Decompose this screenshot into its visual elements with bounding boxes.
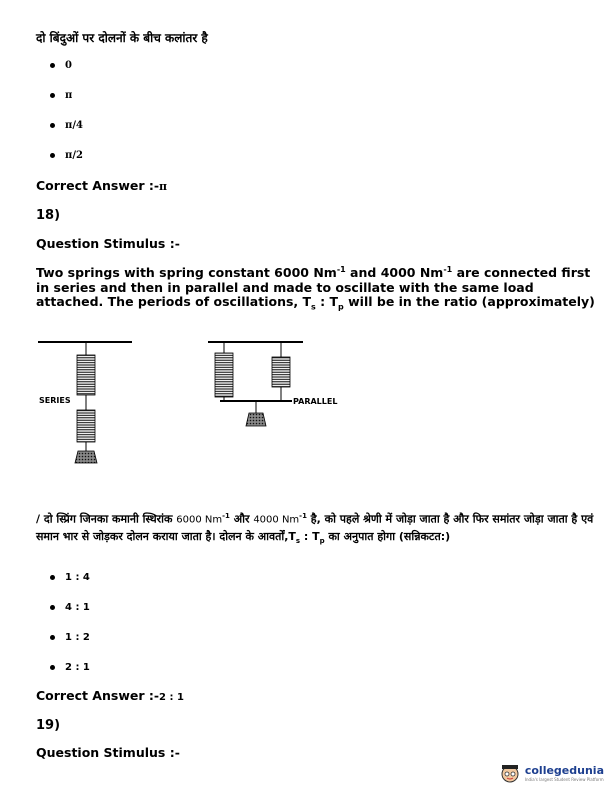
bullet-icon [50, 153, 55, 158]
q18-option-2: 4 : 1 [50, 602, 90, 613]
question-number-19: 19) [36, 718, 61, 733]
question-number-18: 18) [36, 208, 61, 223]
brand-tagline: India's largest Student Review Platform [524, 777, 604, 782]
brand-name: collegedunia [524, 764, 604, 777]
bullet-icon [50, 63, 55, 68]
series-spring-1 [77, 355, 95, 395]
bullet-icon [50, 575, 55, 580]
series-load [75, 451, 97, 463]
collegedunia-logo [499, 762, 604, 784]
prev-correct-answer: Correct Answer :-π [36, 178, 168, 193]
question-19-stimulus-label: Question Stimulus :- [36, 745, 180, 760]
parallel-spring-1 [215, 353, 233, 397]
prev-option-2: π [50, 90, 72, 101]
series-label: SERIES [39, 396, 71, 405]
parallel-arrangement [208, 342, 337, 426]
bullet-icon [50, 665, 55, 670]
series-spring-2 [77, 410, 95, 442]
bullet-icon [50, 635, 55, 640]
parallel-load [246, 413, 266, 426]
mascot-icon [499, 762, 521, 784]
prev-question-hindi-text: दो बिंदुओं पर दोलनों के बीच कलांतर है [36, 31, 208, 45]
question-18-hindi-text: / दो स्प्रिंग जिनका कमानी स्थिरांक 6000 $Nm^{-1}$ और 4000 $Nm^{-1}$ है, को पहले श्रेणी में जोड़ा जाता है और फिर समांतर जोड़ा जाता है एवं समान भार से जोड़कर दोलन कराया जाता है। दोलन के $आवर्तों,T_s$ : $T_p$ का अनुपात होगा (सन्निकटत:) [36, 512, 594, 545]
q18-option-1: 1 : 4 [50, 572, 90, 583]
question-stimulus-label: Question Stimulus :- [36, 236, 180, 251]
prev-option-4: π/2 [50, 150, 83, 161]
parallel-spring-2 [272, 357, 290, 387]
q18-option-4: 2 : 1 [50, 662, 90, 673]
parallel-label: PARALLEL [293, 397, 338, 406]
prev-option-3: π/4 [50, 120, 83, 131]
q18-option-3: 1 : 2 [50, 632, 90, 643]
prev-option-1: 0 [50, 60, 72, 71]
bullet-icon [50, 605, 55, 610]
question-18-english-text: Two springs with spring constant 6000 $Nm^{-1}$ and 4000 $Nm^{-1}$ are connected first in series and then in parallel and made to oscillate with the same load attached. The periods of oscillations, $T_s$ : $T_p$ will be in the ratio (approximately) [36, 265, 595, 312]
spring-diagram [30, 335, 350, 470]
series-arrangement [38, 342, 132, 463]
bullet-icon [50, 123, 55, 128]
bullet-icon [50, 93, 55, 98]
q18-correct-answer: Correct Answer :-2 : 1 [36, 688, 184, 703]
